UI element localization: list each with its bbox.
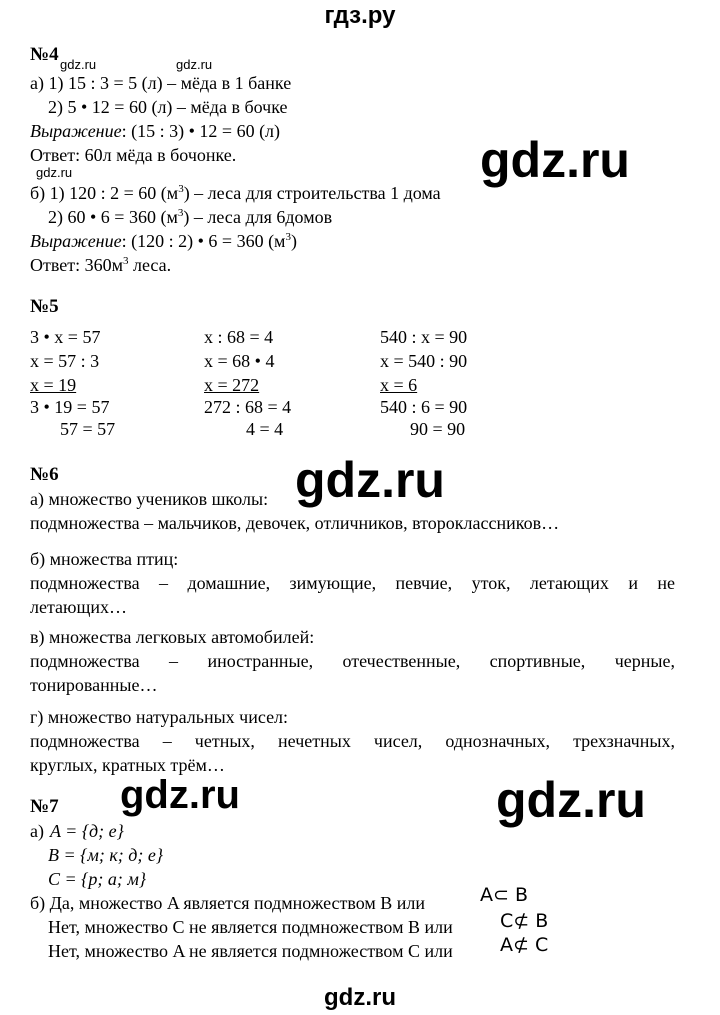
task4-line-a1: а) 1) 15 : 3 = 5 (л) – мёда в 1 банке xyxy=(30,73,292,93)
task5-col1-row5: 57 = 57 xyxy=(60,419,116,439)
task7-number: №7 xyxy=(30,796,59,817)
watermark-big-3: gdz.ru xyxy=(496,772,646,828)
task5-col2-row5: 4 = 4 xyxy=(246,419,284,439)
task7-set-a: A = {д; е} xyxy=(50,821,124,841)
task4-expression-b: Выражение: (120 : 2) • 6 = 360 $(м^3)$ xyxy=(30,231,297,251)
task5-col1-row1: 3 • x = 57 xyxy=(30,327,101,347)
task7-relation-3: A⊄ C xyxy=(500,934,549,956)
task7-set-b: B = {м; к; д; е} xyxy=(48,845,164,865)
task7-a-prefix: а) xyxy=(30,821,44,841)
task5-col1-row3: x = 19 xyxy=(30,375,77,395)
task5-col3-row5: 90 = 90 xyxy=(410,419,466,439)
task6-g-tail: круглых, кратных трём… xyxy=(30,755,225,775)
task5-col3-row1: 540 : x = 90 xyxy=(380,327,468,347)
task6-g-title: г) множество натуральных чисел: xyxy=(30,707,289,727)
task7-relation-2: C⊄ B xyxy=(500,910,549,932)
task5-col2-row2: x = 68 • 4 xyxy=(204,351,275,371)
watermark-big-1: gdz.ru xyxy=(480,132,630,188)
task6-a-text: подмножества – мальчиков, девочек, отличников, второклассников… xyxy=(30,513,560,533)
task4-line-b2: 2) 60 • 6 = 360 $(м^3)$ – леса для 6домов xyxy=(48,207,333,227)
task4-answer-a: Ответ: 60л мёда в бочонке. xyxy=(30,145,237,165)
task4-answer-b: Ответ: $360м^3$ леса. xyxy=(30,255,172,275)
task6-v-tail: тонированные… xyxy=(30,675,158,695)
watermark-small-3: gdz.ru xyxy=(36,165,73,180)
task5-col1-row4: 3 • 19 = 57 xyxy=(30,397,110,417)
task7-b-line2: Нет, множество C не является подмножеством B или xyxy=(48,917,453,937)
watermark-small-1: gdz.ru xyxy=(60,57,97,72)
task6-b-title: б) множества птиц: xyxy=(30,549,179,569)
watermark-small-2: gdz.ru xyxy=(176,57,213,72)
task4-number: №4 xyxy=(30,44,59,65)
task5-col3-row4: 540 : 6 = 90 xyxy=(380,397,468,417)
task7-b-line1: б) Да, множество A является подмножеством B или xyxy=(30,893,426,913)
expression-label: Выражение xyxy=(30,121,122,141)
task6-number: №6 xyxy=(30,464,59,485)
task6-b-tail: летающих… xyxy=(30,597,127,617)
task7-relation-1: A⊂ B xyxy=(480,884,528,906)
task5-col3-row2: x = 540 : 90 xyxy=(380,351,468,371)
task4-line-a2: 2) 5 • 12 = 60 (л) – мёда в бочке xyxy=(48,97,288,117)
task6-v-title: в) множества легковых автомобилей: xyxy=(30,627,315,647)
watermark-medium: gdz.ru xyxy=(120,773,240,817)
task5-col1-row2: x = 57 : 3 xyxy=(30,351,100,371)
watermark-big-2: gdz.ru xyxy=(295,452,445,508)
watermark-bottom: gdz.ru xyxy=(324,984,396,1011)
task5-number: №5 xyxy=(30,296,59,317)
task6-b-text: подмножества – домашние, зимующие, певчие, уток, летающих и не xyxy=(30,573,675,593)
task6-a-title: а) множество учеников школы: xyxy=(30,489,269,509)
task6-v-text: подмножества – иностранные, отечественные, спортивные, черные, xyxy=(30,651,675,671)
watermark-top: гдз.ру xyxy=(324,2,396,29)
task6-g-text: подмножества – четных, нечетных чисел, однозначных, трехзначных, xyxy=(30,731,675,751)
task5-col2-row4: 272 : 68 = 4 xyxy=(204,397,292,417)
task7-set-c: C = {р; а; м} xyxy=(48,869,147,889)
task4-line-b1: б) 1) 120 : 2 = 60 $(м^3)$ – леса для строительства 1 дома xyxy=(30,183,441,203)
task4-expression-a: Выражение: (15 : 3) • 12 = 60 (л) xyxy=(30,121,281,141)
task7-b-line3: Нет, множество A не является подмножеством C или xyxy=(48,941,453,961)
task5-col3-row3: x = 6 xyxy=(380,375,418,395)
task5-col2-row1: x : 68 = 4 xyxy=(204,327,274,347)
task5-col2-row3: x = 272 xyxy=(204,375,260,395)
